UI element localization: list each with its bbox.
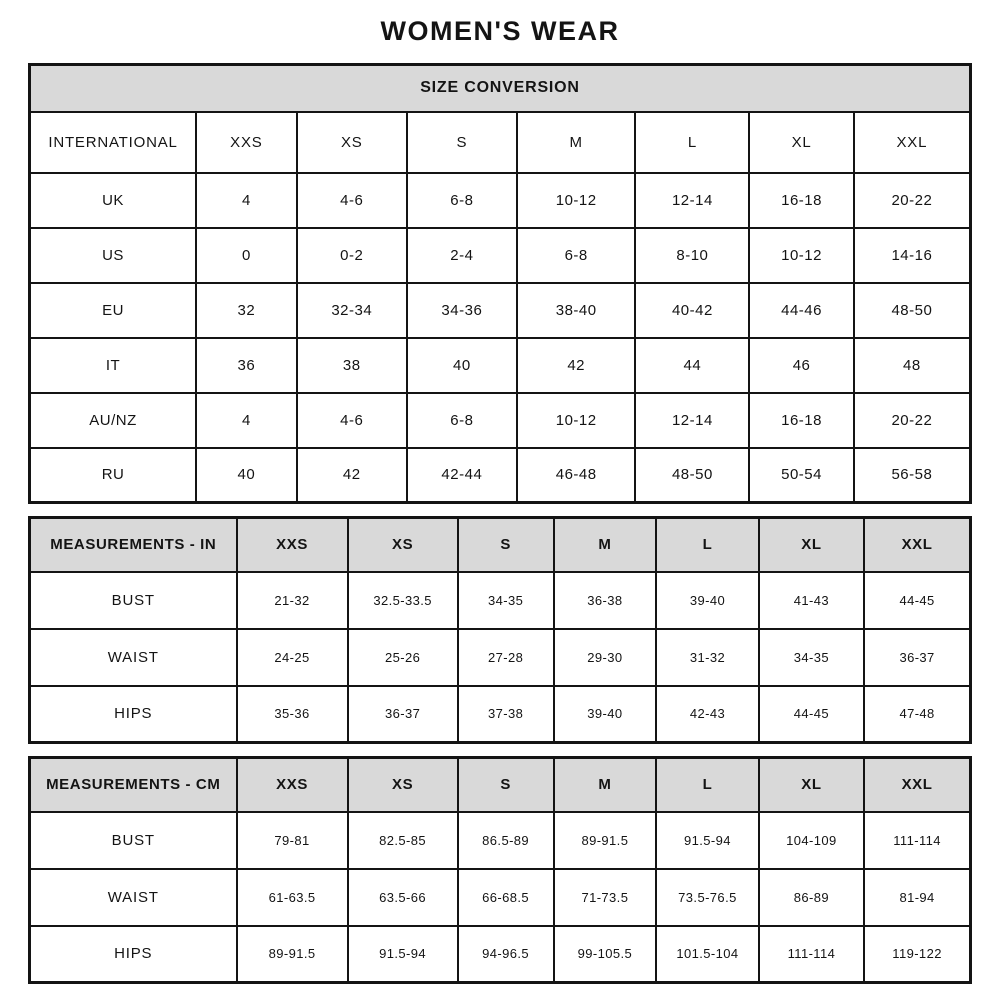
measurement-cell: 29-30 — [554, 629, 657, 686]
table-row — [30, 448, 971, 503]
size-cell: 42 — [297, 448, 407, 503]
region-label: AU/NZ — [30, 393, 197, 448]
size-cell: 46 — [749, 338, 853, 393]
size-cell: 42 — [517, 338, 636, 393]
measurement-cell: 34-35 — [759, 629, 864, 686]
measurement-cell: 119-122 — [864, 926, 970, 983]
column-header: XXL — [864, 758, 970, 812]
column-header: XXS — [196, 112, 297, 173]
column-header: M — [554, 518, 657, 572]
size-cell: 46-48 — [517, 448, 636, 503]
column-header: L — [656, 518, 759, 572]
size-cell: 12-14 — [635, 393, 749, 448]
table-row — [30, 173, 971, 228]
size-cell: 20-22 — [854, 173, 971, 228]
size-cell: 44-46 — [749, 283, 853, 338]
size-cell: 4 — [196, 173, 297, 228]
size-cell: 12-14 — [635, 173, 749, 228]
measurement-cell: 61-63.5 — [237, 869, 348, 926]
measurements-in-header: MEASUREMENTS - IN — [30, 518, 237, 572]
measurement-cell: 39-40 — [656, 572, 759, 629]
size-cell: 6-8 — [517, 228, 636, 283]
measurements-in-table — [28, 516, 972, 744]
table-row — [30, 112, 971, 173]
size-cell: 6-8 — [407, 393, 517, 448]
column-header: L — [635, 112, 749, 173]
column-header: XS — [348, 518, 458, 572]
column-header: XS — [297, 112, 407, 173]
size-cell: 0-2 — [297, 228, 407, 283]
column-header: INTERNATIONAL — [30, 112, 197, 173]
measurement-cell: 63.5-66 — [348, 869, 458, 926]
size-cell: 34-36 — [407, 283, 517, 338]
measurement-cell: 36-37 — [348, 686, 458, 743]
measurement-cell: 47-48 — [864, 686, 970, 743]
table-row — [30, 393, 971, 448]
table-row — [30, 686, 971, 743]
column-header: S — [458, 758, 554, 812]
measurements-cm-table — [28, 756, 972, 984]
measurement-cell: 41-43 — [759, 572, 864, 629]
measurement-cell: 44-45 — [864, 572, 970, 629]
measurement-cell: 99-105.5 — [554, 926, 657, 983]
measurement-label: WAIST — [30, 629, 237, 686]
measurement-cell: 24-25 — [237, 629, 348, 686]
size-cell: 6-8 — [407, 173, 517, 228]
size-cell: 38-40 — [517, 283, 636, 338]
measurement-cell: 111-114 — [864, 812, 970, 869]
table-row — [30, 869, 971, 926]
size-cell: 48 — [854, 338, 971, 393]
measurement-cell: 86.5-89 — [458, 812, 554, 869]
size-cell: 8-10 — [635, 228, 749, 283]
table-row — [30, 65, 971, 112]
size-cell: 2-4 — [407, 228, 517, 283]
measurement-cell: 82.5-85 — [348, 812, 458, 869]
size-cell: 10-12 — [517, 393, 636, 448]
measurement-label: BUST — [30, 572, 237, 629]
size-cell: 14-16 — [854, 228, 971, 283]
column-header: S — [407, 112, 517, 173]
column-header: XS — [348, 758, 458, 812]
measurement-cell: 27-28 — [458, 629, 554, 686]
size-cell: 4-6 — [297, 393, 407, 448]
measurement-cell: 31-32 — [656, 629, 759, 686]
page-title: WOMEN'S WEAR — [380, 16, 620, 46]
column-header: L — [656, 758, 759, 812]
measurement-cell: 44-45 — [759, 686, 864, 743]
region-label: UK — [30, 173, 197, 228]
region-label: RU — [30, 448, 197, 503]
measurement-cell: 89-91.5 — [237, 926, 348, 983]
measurement-cell: 42-43 — [656, 686, 759, 743]
size-cell: 10-12 — [749, 228, 853, 283]
size-conversion-table — [28, 63, 972, 504]
measurement-cell: 66-68.5 — [458, 869, 554, 926]
size-cell: 4-6 — [297, 173, 407, 228]
size-cell: 40 — [196, 448, 297, 503]
measurement-cell: 32.5-33.5 — [348, 572, 458, 629]
column-header: XL — [759, 518, 864, 572]
column-header: XL — [749, 112, 853, 173]
size-cell: 32-34 — [297, 283, 407, 338]
table-row — [30, 283, 971, 338]
size-cell: 32 — [196, 283, 297, 338]
measurement-label: HIPS — [30, 686, 237, 743]
measurement-cell: 111-114 — [759, 926, 864, 983]
measurement-cell: 86-89 — [759, 869, 864, 926]
measurement-cell: 36-38 — [554, 572, 657, 629]
size-cell: 42-44 — [407, 448, 517, 503]
column-header: S — [458, 518, 554, 572]
column-header: XXS — [237, 518, 348, 572]
measurement-cell: 104-109 — [759, 812, 864, 869]
size-cell: 48-50 — [854, 283, 971, 338]
measurement-cell: 25-26 — [348, 629, 458, 686]
measurement-cell: 101.5-104 — [656, 926, 759, 983]
size-cell: 0 — [196, 228, 297, 283]
measurement-cell: 81-94 — [864, 869, 970, 926]
measurement-cell: 34-35 — [458, 572, 554, 629]
column-header: M — [517, 112, 636, 173]
size-cell: 10-12 — [517, 173, 636, 228]
region-label: IT — [30, 338, 197, 393]
measurement-label: WAIST — [30, 869, 237, 926]
table-row — [30, 926, 971, 983]
table-row — [30, 758, 971, 812]
size-cell: 38 — [297, 338, 407, 393]
size-cell: 44 — [635, 338, 749, 393]
measurement-cell: 35-36 — [237, 686, 348, 743]
measurement-cell: 21-32 — [237, 572, 348, 629]
size-cell: 40 — [407, 338, 517, 393]
measurements-cm-header: MEASUREMENTS - CM — [30, 758, 237, 812]
size-cell: 40-42 — [635, 283, 749, 338]
measurement-cell: 91.5-94 — [656, 812, 759, 869]
size-cell: 16-18 — [749, 173, 853, 228]
table-row — [30, 629, 971, 686]
size-cell: 20-22 — [854, 393, 971, 448]
table-row — [30, 518, 971, 572]
size-cell: 16-18 — [749, 393, 853, 448]
column-header: XXS — [237, 758, 348, 812]
table-row — [30, 228, 971, 283]
column-header: XXL — [854, 112, 971, 173]
region-label: US — [30, 228, 197, 283]
size-conversion-header: SIZE CONVERSION — [30, 65, 971, 112]
size-cell: 48-50 — [635, 448, 749, 503]
measurement-cell: 71-73.5 — [554, 869, 657, 926]
column-header: XL — [759, 758, 864, 812]
measurement-label: BUST — [30, 812, 237, 869]
size-cell: 50-54 — [749, 448, 853, 503]
measurement-cell: 39-40 — [554, 686, 657, 743]
size-cell: 36 — [196, 338, 297, 393]
size-cell: 4 — [196, 393, 297, 448]
size-cell: 56-58 — [854, 448, 971, 503]
measurement-cell: 37-38 — [458, 686, 554, 743]
measurement-cell: 94-96.5 — [458, 926, 554, 983]
measurement-label: HIPS — [30, 926, 237, 983]
column-header: M — [554, 758, 657, 812]
measurement-cell: 91.5-94 — [348, 926, 458, 983]
measurement-cell: 73.5-76.5 — [656, 869, 759, 926]
column-header: XXL — [864, 518, 970, 572]
measurement-cell: 79-81 — [237, 812, 348, 869]
region-label: EU — [30, 283, 197, 338]
measurement-cell: 36-37 — [864, 629, 970, 686]
table-row — [30, 572, 971, 629]
table-row — [30, 812, 971, 869]
table-row — [30, 338, 971, 393]
measurement-cell: 89-91.5 — [554, 812, 657, 869]
